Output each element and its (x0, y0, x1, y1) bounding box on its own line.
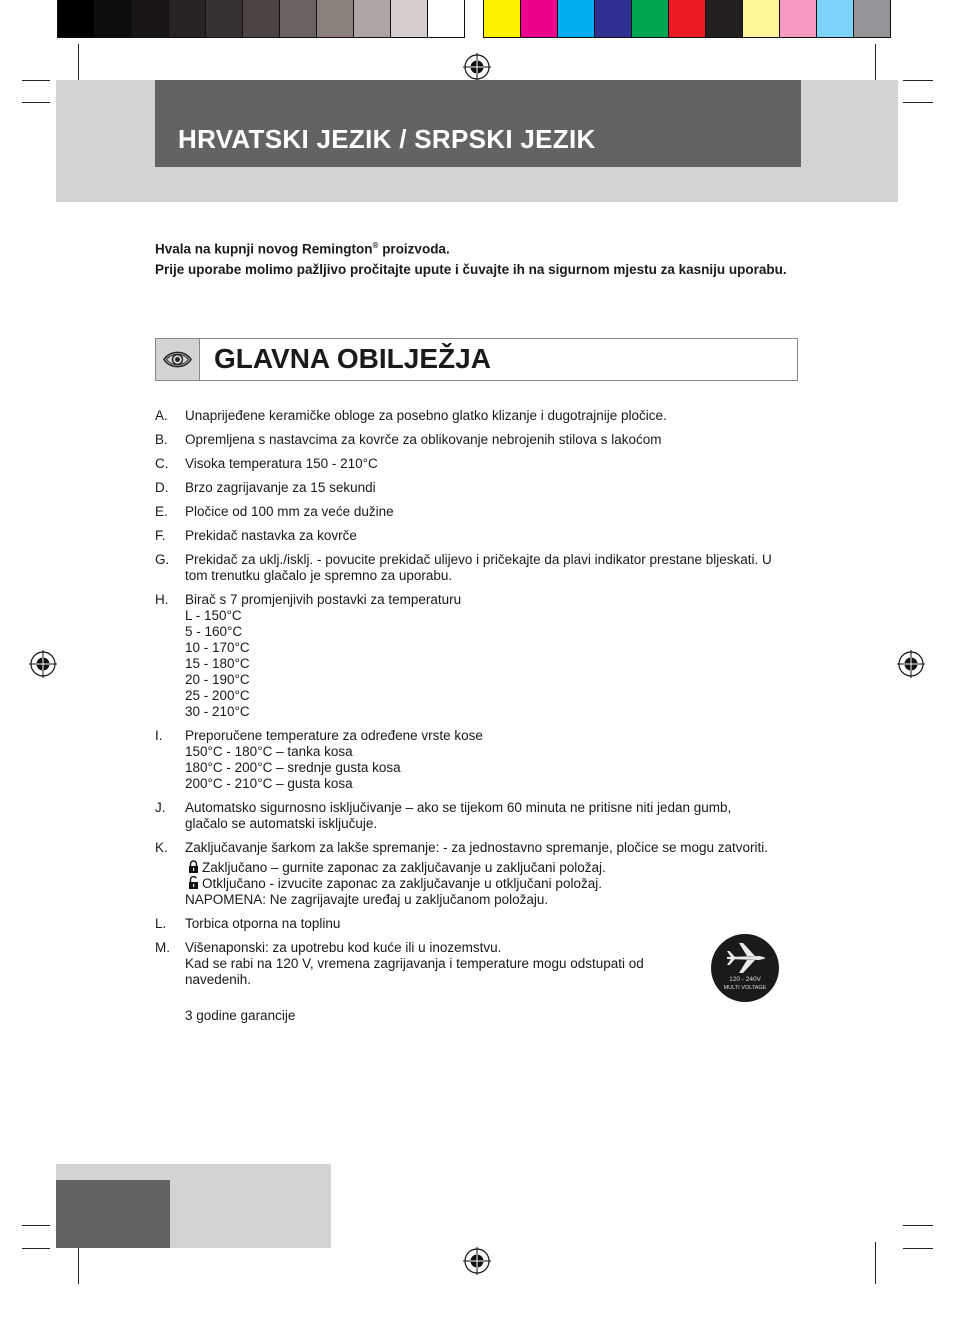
color-calibration-bar-dark (57, 0, 465, 38)
color-swatch (780, 0, 817, 38)
list-item: G. Prekidač za uklj./isklj. - povucite prekidač ulijevo i pričekajte da plavi indikator prestane bljeskati. U tom trenutku glačalo je spremno za uporabu. (155, 552, 772, 583)
color-swatch (391, 0, 428, 38)
color-swatch (743, 0, 780, 38)
color-swatch (558, 0, 595, 38)
color-swatch (669, 0, 706, 38)
color-swatch (132, 0, 169, 38)
list-item-temperature-settings: H. Birač s 7 promjenjivih postavki za temperaturu L - 150°C 5 - 160°C 10 - 170°C 15 - 180°C 20 - 190°C 25 - 200°C 30 - 210°C (155, 592, 462, 719)
color-swatch (95, 0, 132, 38)
badge-label: MULTI VOLTAGE (723, 985, 767, 991)
section-icon-cell (155, 338, 200, 381)
footer-page-block (56, 1180, 170, 1248)
list-item-hinge-lock: K. Zaključavanje šarkom za lakše spremanje: - za jednostavno spremanje, pločice se mogu zatvoriti. Zaključano – gurnite zaponac za zaključavanje u zaključani položaj. Otključano - izvucite zaponac za zaključavanje u otključani položaj. NAPOMENA: Ne zagrijavajte uređaj u zaključanom položaju. (155, 840, 769, 907)
color-swatch (817, 0, 854, 38)
lock-closed-icon (188, 860, 199, 873)
lock-open-icon (188, 876, 199, 889)
registration-mark-bottom (462, 1246, 492, 1276)
badge-voltage: 120 - 240V (729, 976, 761, 983)
page-title: HRVATSKI JEZIK / SRPSKI JEZIK (178, 124, 596, 154)
airplane-icon (711, 934, 779, 1002)
color-swatch (317, 0, 354, 38)
list-item-multi-voltage: M. Višenaponski: za upotrebu kod kuće ili u inozemstvu. Kad se rabi na 120 V, vremena zagrijavanja i temperature mogu odstupati od navedenih. 3 godine garancije (155, 940, 795, 1024)
color-swatch (354, 0, 391, 38)
list-item: J. Automatsko sigurnosno isključivanje – ako se tijekom 60 minuta ne pritisne niti jedan gumb, glačalo se automatski isključuje. (155, 800, 732, 831)
eye-icon (156, 339, 199, 380)
multi-voltage-badge (711, 934, 779, 1002)
color-swatch (206, 0, 243, 38)
warranty-text: 3 godine garancije (185, 1008, 296, 1023)
features-list (155, 408, 795, 1032)
registration-mark-right (896, 649, 926, 679)
intro-text: Hvala na kupnji novog Remington® proizvoda. Prije uporabe molimo pažljivo pročitajte upute i čuvajte ih na sigurnom mjestu za kasniju uporabu. (155, 241, 787, 277)
color-swatch (632, 0, 669, 38)
color-swatch (595, 0, 632, 38)
list-item: A. Unaprijeđene keramičke obloge za posebno glatko klizanje i dugotrajnije pločice. (155, 408, 667, 423)
color-swatch (706, 0, 743, 38)
registration-mark-left (28, 649, 58, 679)
color-swatch (854, 0, 891, 38)
color-swatch (428, 0, 465, 38)
color-swatch (243, 0, 280, 38)
list-item: C. Visoka temperatura 150 - 210°C (155, 456, 378, 471)
color-calibration-bar-color (483, 0, 891, 38)
list-item: E. Pločice od 100 mm za veće dužine (155, 504, 394, 519)
list-item: L. Torbica otporna na toplinu (155, 916, 341, 931)
list-item-recommended-temperatures: I. Preporučene temperature za određene vrste kose 150°C - 180°C – tanka kosa 180°C - 200°C – srednje gusta kosa 200°C - 210°C – gusta kosa (155, 728, 483, 791)
color-swatch (521, 0, 558, 38)
section-title: GLAVNA OBILJEŽJA (214, 343, 491, 374)
color-swatch (169, 0, 206, 38)
color-swatch (58, 0, 95, 38)
list-item: D. Brzo zagrijavanje za 15 sekundi (155, 480, 376, 495)
list-item: F. Prekidač nastavka za kovrče (155, 528, 357, 543)
color-swatch (484, 0, 521, 38)
registration-mark-top (462, 52, 492, 82)
color-swatch (280, 0, 317, 38)
list-item: B. Opremljena s nastavcima za kovrče za oblikovanje nebrojenih stilova s lakoćom (155, 432, 662, 447)
